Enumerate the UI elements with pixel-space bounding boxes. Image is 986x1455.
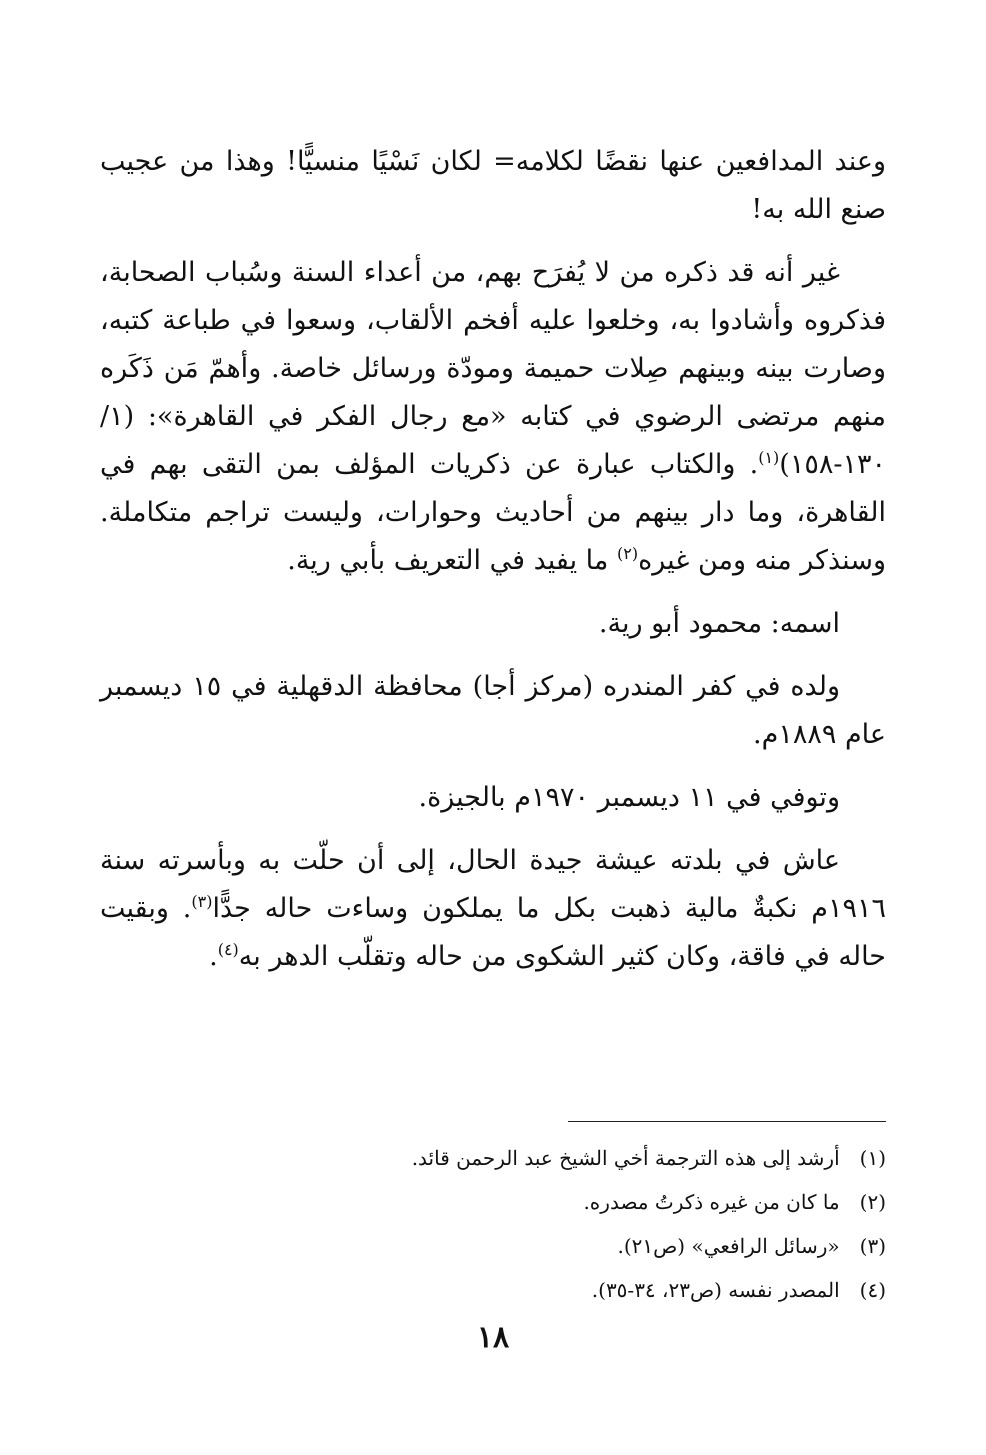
footnote-number: (٣) (859, 1234, 886, 1258)
paragraph-text-cont: . والكتاب عبارة عن ذكريات المؤلف بمن التقى بهم في القاهرة، وما دار بينهم من أحاديث وحوارات، وليست تراجم متكاملة. وسنذكر منه ومن غيره (100, 449, 886, 576)
footnote-ref-3: (٣) (191, 892, 213, 911)
page-number: ١٨ (476, 1320, 510, 1355)
footnote-1 (100, 1136, 886, 1180)
footnote-2 (100, 1180, 886, 1224)
paragraph-name (100, 600, 886, 648)
main-text (100, 138, 886, 996)
footnote-text: أرشد إلى هذه الترجمة أخي الشيخ عبد الرحمن قائد. (411, 1146, 840, 1170)
paragraph-text-end: ما يفيد في التعريف بأبي رية. (287, 545, 617, 576)
paragraph-text: غير أنه قد ذكره من لا يُفرَح بهم، من أعداء السنة وسُباب الصحابة، فذكروه وأشادوا به، وخلعوا عليه أفخم الألقاب، وسعوا في طباعة كتبه، وصارت بينه وبينهم صِلات حميمة ومودّة ورسائل خاصة. وأهمّ مَن ذَكَره منهم مرتضى الرضوي في كتابه «مع رجال الفكر في القاهرة»: (١/ ١٣٠-١٥٨) (100, 257, 886, 480)
paragraph-birth (100, 663, 886, 759)
footnotes (100, 1136, 886, 1312)
footnote-ref-4: (٤) (217, 940, 239, 959)
footnote-text: ما كان من غيره ذكرتُ مصدره. (583, 1190, 840, 1214)
paragraph-text: اسمه: محمود أبو رية. (598, 608, 840, 639)
footnote-ref-1: (١) (758, 448, 780, 467)
footnote-3 (100, 1224, 886, 1268)
paragraph-text-cont: . وبقيت حاله في فاقة، وكان كثير الشكوى من حاله وتقلّب الدهر به (100, 893, 886, 972)
footnote-ref-2: (٢) (616, 544, 639, 563)
paragraph-text: عاش في بلدته عيشة جيدة الحال، إلى أن حلّت به وبأسرته سنة ١٩١٦م نكبةٌ مالية ذهبت بكل ما يملكون وساءت حاله جدًّا (100, 845, 887, 924)
footnote-number: (٤) (859, 1278, 886, 1302)
paragraph-text: وعند المدافعين عنها نقضًا لكلامه= لكان نَسْيًا منسيًّا! وهذا من عجيب صنع الله به! (100, 146, 886, 225)
paragraph-continuation (100, 138, 886, 234)
footnote-text: المصدر نفسه (ص٢٣، ٣٤-٣٥). (591, 1278, 840, 1302)
paragraph-text-end: . (209, 941, 218, 972)
footnote-number: (٢) (859, 1190, 886, 1214)
paragraph-life (100, 837, 886, 981)
footnote-number: (١) (859, 1146, 886, 1170)
footnote-4 (100, 1268, 886, 1312)
paragraph-text: ولده في كفر المندره (مركز أجا) محافظة الدقهلية في ١٥ ديسمبر عام ١٨٨٩م. (100, 671, 886, 750)
footnote-text: «رسائل الرافعي» (ص٢١). (617, 1234, 840, 1258)
footnote-separator (568, 1121, 886, 1122)
paragraph-death (100, 774, 886, 822)
paragraph-mentions (100, 249, 886, 585)
paragraph-text: وتوفي في ١١ ديسمبر ١٩٧٠م بالجيزة. (418, 782, 840, 813)
